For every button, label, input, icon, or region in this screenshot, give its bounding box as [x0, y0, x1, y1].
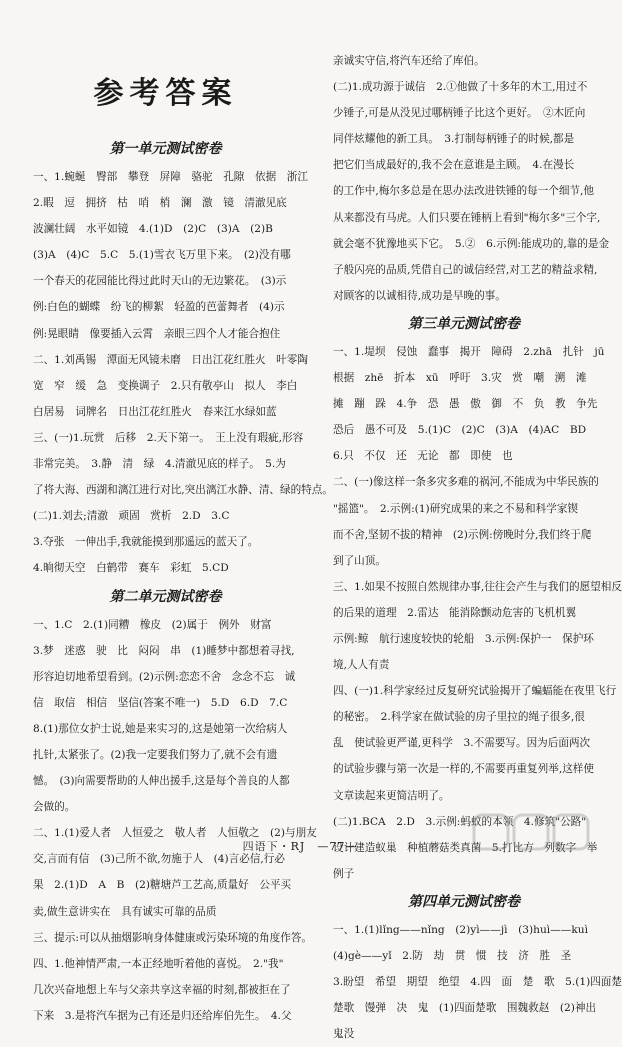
- section-heading-unit-2: 第二单元测试密卷: [109, 588, 222, 605]
- answer-line: 例子: [333, 867, 355, 880]
- answer-line: 亲诚实守信,将汽车还给了库伯。: [333, 55, 485, 67]
- answer-line: 非常完美。 3.静 清 绿 4.清澈见底的样子。 5.为: [33, 458, 286, 471]
- answer-line: 从来都没有马虎。人们只要在锤柄上看到"梅尔多"三个字,: [333, 211, 601, 224]
- answer-line: 二、(一)像这样一条多灾多难的祸河,不能成为中华民族的: [333, 476, 599, 489]
- answer-line: 对顾客的以诚相待,成功是早晚的事。: [333, 289, 506, 302]
- answer-line: 一个春天的花园能比得过此时天山的无边繁花。 (3)示: [33, 275, 287, 288]
- answer-line: 信 取信 相信 坚信(答案不唯一) 5.D 6.D 7.C: [33, 696, 288, 709]
- answer-line: 2.暇 逗 拥挤 枯 哨 梢 澜 激 镜 清澈见底: [33, 197, 287, 210]
- unit-4-answers: [333, 917, 622, 1047]
- answer-line: 卖,做生意讲实在 具有诚实可靠的品质: [33, 905, 217, 918]
- answer-line: 4.晌彻天空 白鹤带 赛车 彩虹 5.CD: [33, 562, 229, 575]
- right-column: [333, 48, 622, 1047]
- answer-line: 几次兴奋地想上车与父亲共享这幸福的时刻,都被拒在了: [33, 983, 291, 996]
- answer-line: 波澜壮阔 水平如镜 4.(1)D (2)C (3)A (2)B: [33, 223, 273, 236]
- answer-line: 到了山顶。: [333, 554, 386, 567]
- answer-line: 摊 蹦 跺 4.争 恐 愚 傲 御 不 负 教 争先: [333, 398, 598, 411]
- answer-line: 扎针,太紧张了。(2)我一定要我们努力了,就不会有遗: [33, 748, 278, 761]
- answer-line: 的后果的道理 2.雷达 能消除颤动危害的飞机机翼: [333, 606, 577, 619]
- answer-line: 恐后 愚不可及 5.(1)C (2)C (3)A (4)AC BD: [333, 424, 587, 437]
- answer-line: 憾。 (3)向需要帮助的人伸出援手,这是每个善良的人都: [33, 775, 290, 788]
- answer-line: 例:晃眼睛 像要插入云霄 亲眼三四个人才能合抱住: [33, 327, 281, 340]
- answer-line: 乱 使试验更严谨,更科学 3.不需要写。因为后面两次: [333, 737, 591, 750]
- site-watermark: [472, 811, 592, 859]
- answer-line: 示例:鲸 航行速度较快的轮船 3.示例:保护一 保护环: [333, 632, 594, 645]
- answer-line: (二)1.成功源于诚信 2.①他做了十多年的木工,用过不: [333, 81, 588, 94]
- answer-line: 白居易 词牌名 日出江花红胜火 春来江水绿如蓝: [33, 405, 277, 418]
- answer-line: (二)1.刘去;清澈 顽固 赏析 2.D 3.C: [33, 510, 230, 523]
- answer-line: (二)1.BCA 2.D 3.示例:蚂蚁的本领 4.修筑"公路": [333, 815, 587, 828]
- answer-line: 交,言而有信 (3)己所不欲,勿施于人 (4)言必信,行必: [33, 853, 285, 866]
- answer-line: 宽 窄 缓 急 变换调子 2.只有敬亭山 拟人 李白: [33, 379, 298, 392]
- answer-line: 的试验步骤与第一次是一样的,不需要再重复列举,这样使: [333, 763, 594, 776]
- answer-line: 三、提示:可以从抽烟影响身体健康或污染环境的角度作答。: [33, 931, 313, 944]
- answer-line: 少锤子,可是从没见过哪柄锤子比这个更好。 ②木匠向: [333, 107, 586, 120]
- answer-line: 3.盼望 希望 期望 绝望 4.四 面 楚 歌 5.(1)四面楚: [333, 976, 622, 989]
- answer-line: 四、1.他神情严肃,一本正经地听着他的喜悦。 2."我": [33, 957, 284, 970]
- answer-line: 一、1.蜿蜒 臀部 攀登 屏障 骆驼 孔隙 依据 浙江: [33, 171, 308, 183]
- answer-line: 境,人人有责: [333, 659, 390, 672]
- answer-line: 8.(1)那位女护士说,她是来实习的,这是她第一次给病人: [33, 722, 288, 735]
- answer-line: 3.夺张 一伸出手,我就能摸到那遥远的蓝天了。: [33, 536, 259, 549]
- answer-line: 的工作中,梅尔多总是在思办法改进铁锤的每一个细节,他: [333, 185, 594, 198]
- answer-line: 例:白色的蝴蝶 纷飞的柳絮 轻盈的芭蕾舞者 (4)示: [33, 301, 285, 314]
- answer-line: 二、1.(1)爱人者 人恒爱之 敬人者 人恒敬之 (2)与朋友: [33, 827, 317, 840]
- answer-line: 就会毫不犹豫地买下它。 5.② 6.示例:能成功的,靠的是金: [333, 237, 610, 250]
- answer-line: 楚歌 馒弹 决 鬼 (1)四面楚歌 围魏救赵 (2)神出: [333, 1002, 597, 1015]
- answer-line: 把它们当成最好的,我不会在意谁是主顾。 4.在漫长: [333, 159, 575, 172]
- watermark-logo-icon: [472, 811, 592, 859]
- answer-line: 鬼没: [333, 1028, 355, 1041]
- page-title: 参考答案: [93, 76, 238, 111]
- section-heading-unit-1: 第一单元测试密卷: [109, 141, 222, 157]
- answer-line: 二、1.刘禹锡 潭面无风镜未磨 日出江花红胜火 叶零陶: [33, 353, 308, 366]
- answer-line: 会做的。: [33, 801, 76, 814]
- answer-line: 而不舍,坚韧不拔的精神 (2)示例:傍晚时分,我们终于爬: [333, 528, 592, 541]
- page-footer: 四语下・RJ —77—: [242, 840, 358, 853]
- answer-line: (4)gè——yǐ 2.防 劫 贯 惯 技 济 胜 圣: [333, 950, 572, 962]
- answer-line: 设计建造蚁巢 种植蘑菇类真菌 5.打比方 列数字 举: [333, 841, 598, 854]
- continued-answers: [333, 48, 610, 309]
- answer-line: 四、(一)1.科学家经过反复研究试验揭开了蝙蝠能在夜里飞行: [333, 685, 617, 698]
- unit-3-answers: [333, 339, 622, 887]
- answer-line: 下来 3.是将汽车据为己有还是归还给库伯先生。 4.父: [33, 1009, 292, 1022]
- section-heading-unit-4: 第四单元测试密卷: [408, 893, 520, 910]
- answer-line: 6.只 不仅 还 无论 都 即使 也: [333, 450, 513, 463]
- answer-line: 一、1.堤坝 侵蚀 蠢事 揭开 障碍 2.zhā 扎针 jū: [333, 345, 605, 358]
- answer-line: 一、1.C 2.(1)同糟 橡皮 (2)属于 例外 财富: [33, 618, 272, 631]
- answer-line: 三、(一)1.玩赏 后移 2.天下第一。 王上没有瑕疵,形容: [33, 431, 304, 444]
- answer-line: 3.梦 迷惑 驶 比 闷闷 串 (1)睡梦中都想着寻找,: [33, 644, 295, 657]
- answer-line: 的秘密。 2.科学家在做试验的房子里拉的绳子很多,很: [333, 711, 585, 724]
- answer-line: 形容迫切地希望看到。(2)示例:恋恋不舍 念念不忘 诚: [33, 670, 296, 683]
- section-heading-unit-3: 第三单元测试密卷: [408, 315, 520, 332]
- answer-line: 一、1.(1)lǐng——nǐng (2)yì——jì (3)huì——kuì: [333, 923, 588, 936]
- answer-line: 果 2.(1)D A B (2)糖塘芦工艺高,质量好 公平买: [33, 879, 292, 892]
- answer-line: 子般闪亮的品质,凭借自己的诚信经营,对工艺的精益求精,: [333, 263, 598, 276]
- answer-line: (3)A (4)C 5.C 5.(1)雪衣飞万里下来。 (2)没有哪: [33, 249, 291, 262]
- answer-line: 三、1.如果不按照自然规律办事,往往会产生与我们的愿望相反: [333, 580, 622, 593]
- answer-line: 文章读起来更简洁明了。: [333, 789, 450, 802]
- answer-line: "摇篮"。 2.示例:(1)研究成果的来之不易和科学家锲: [333, 502, 579, 515]
- answer-line: 根据 zhē 折本 xū 呼吁 3.灾 赏 嘲 溯 滩: [333, 372, 587, 385]
- answer-line: 了将大海、西湖和漓江进行对比,突出漓江水静、清、绿的特点。: [33, 484, 333, 497]
- answer-line: 同伴炫耀他的新工具。 3.打制每柄锤子的时候,都是: [333, 133, 575, 146]
- unit-1-answers: [33, 164, 333, 582]
